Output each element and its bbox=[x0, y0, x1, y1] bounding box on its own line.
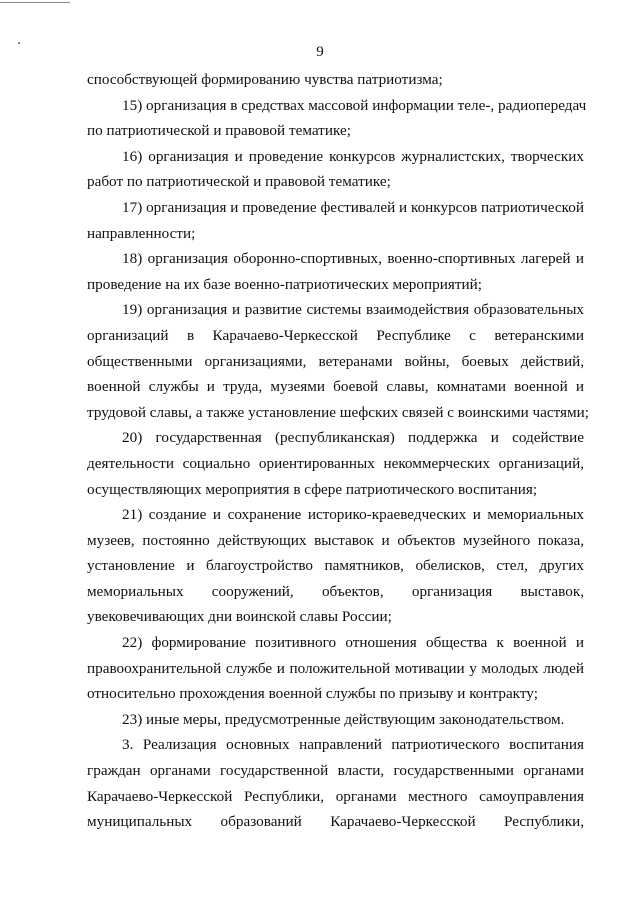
text-line: военной службы и труда, музеями боевой славы, комнатами военной и bbox=[87, 378, 584, 396]
text-line: 15) организация в средствах массовой информации теле-, радиопередач bbox=[122, 96, 587, 114]
text-line: 17) организация и проведение фестивалей и конкурсов патриотической bbox=[122, 198, 584, 216]
text-line: 18) организация оборонно-спортивных, военно-спортивных лагерей и bbox=[122, 250, 584, 268]
text-line: деятельности социально ориентированных некоммерческих организаций, bbox=[87, 454, 584, 472]
text-line: мемориальных сооружений, объектов, организация выставок, bbox=[87, 582, 584, 600]
text-line: работ по патриотической и правовой тематике; bbox=[87, 173, 391, 191]
text-line: муниципальных образований Карачаево-Черкесской Республики, bbox=[87, 813, 584, 831]
text-line: 23) иные меры, предусмотренные действующим законодательством. bbox=[122, 710, 565, 728]
text-line: способствующей формированию чувства патриотизма; bbox=[87, 71, 443, 88]
text-line: 3. Реализация основных направлений патриотического воспитания bbox=[122, 736, 584, 754]
text-line: Карачаево-Черкесской Республики, органами местного самоуправления bbox=[87, 787, 584, 805]
text-line: 19) организация и развитие системы взаимодействия образовательных bbox=[122, 301, 584, 319]
text-line: трудовой славы, а также установление шефских связей с воинскими частями; bbox=[87, 403, 590, 421]
text-line: по патриотической и правовой тематике; bbox=[87, 122, 351, 140]
text-line: общественными организациями, ветеранами войны, боевых действий, bbox=[87, 352, 584, 370]
scan-artifact-top-line bbox=[0, 2, 70, 3]
text-line: направленности; bbox=[87, 224, 196, 242]
page-number: 9 bbox=[316, 44, 324, 60]
text-line: увековечивающих дни воинской славы России; bbox=[87, 608, 392, 626]
text-line: 16) организация и проведение конкурсов журналистских, творческих bbox=[122, 147, 584, 165]
text-line: 20) государственная (республиканская) поддержка и содействие bbox=[122, 429, 584, 447]
document-body bbox=[87, 67, 590, 835]
text-line: проведение на их базе военно-патриотических мероприятий; bbox=[87, 275, 482, 293]
text-line: установление и благоустройство памятников, обелисков, стел, других bbox=[87, 557, 584, 575]
text-line: музеев, постоянно действующих выставок и объектов музейного показа, bbox=[87, 531, 584, 549]
text-line: осуществляющих мероприятия в сфере патриотического воспитания; bbox=[87, 480, 538, 498]
text-line: относительно прохождения военной службы по призыву и контракту; bbox=[87, 685, 538, 703]
text-line: 22) формирование позитивного отношения общества к военной и bbox=[122, 634, 584, 652]
text-line: организаций в Карачаево-Черкесской Республике с ветеранскими bbox=[87, 326, 584, 344]
text-line: граждан органами государственной власти, государственными органами bbox=[87, 762, 584, 780]
text-line: 21) создание и сохранение историко-краеведческих и мемориальных bbox=[122, 506, 584, 524]
text-line: правоохранительной службе и положительной мотивации у молодых людей bbox=[87, 659, 584, 677]
